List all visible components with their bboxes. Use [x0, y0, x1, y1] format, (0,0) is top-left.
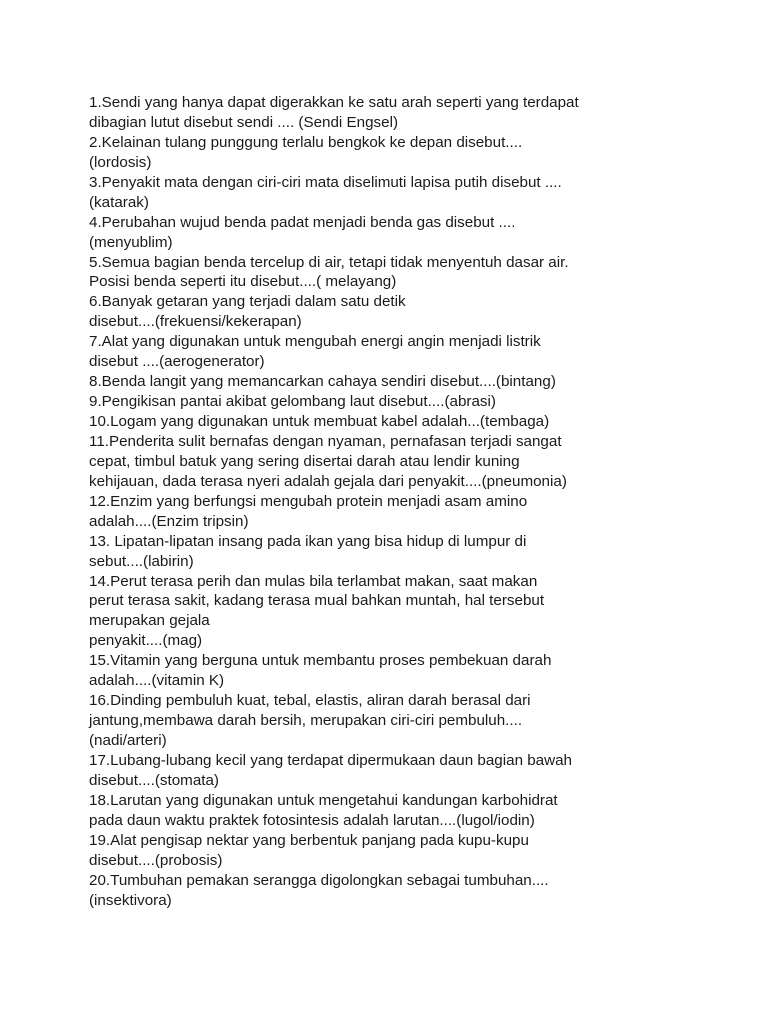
text-line: 9.Pengikisan pantai akibat gelombang laut disebut....(abrasi) [89, 393, 496, 411]
text-line: 6.Banyak getaran yang terjadi dalam satu detik [89, 293, 406, 311]
text-line: 16.Dinding pembuluh kuat, tebal, elastis, aliran darah berasal dari [89, 692, 531, 710]
text-line: (lordosis) [89, 153, 152, 171]
text-line: perut terasa sakit, kadang terasa mual bahkan muntah, hal tersebut [89, 592, 545, 610]
text-line: (menyublim) [89, 233, 173, 251]
text-line: 20.Tumbuhan pemakan serangga digolongkan sebagai tumbuhan.... [89, 871, 549, 889]
text-line: 2.Kelainan tulang punggung terlalu bengkok ke depan disebut.... [89, 133, 523, 151]
text-line: 17.Lubang-lubang kecil yang terdapat dipermukaan daun bagian bawah [89, 751, 572, 769]
text-line: cepat, timbul batuk yang sering disertai darah atau lendir kuning [89, 452, 520, 470]
text-line: 5.Semua bagian benda tercelup di air, tetapi tidak menyentuh dasar air. [89, 253, 569, 271]
document-text [89, 93, 709, 910]
text-line: 14.Perut terasa perih dan mulas bila terlambat makan, saat makan [89, 572, 538, 590]
text-line: (insektivora) [89, 891, 172, 909]
text-line: (nadi/arteri) [89, 732, 167, 749]
text-line: adalah....(vitamin K) [89, 672, 225, 690]
text-line: 15.Vitamin yang berguna untuk membantu proses pembekuan darah [89, 652, 552, 670]
text-line: pada daun waktu praktek fotosintesis adalah larutan....(lugol/iodin) [89, 811, 535, 829]
text-line: 1.Sendi yang hanya dapat digerakkan ke satu arah seperti yang terdapat [89, 94, 579, 111]
text-line: (katarak) [89, 193, 149, 211]
text-line: 13. Lipatan-lipatan insang pada ikan yang bisa hidup di lumpur di [89, 532, 527, 550]
text-line: kehijauan, dada terasa nyeri adalah gejala dari penyakit....(pneumonia) [89, 472, 567, 490]
text-line: 18.Larutan yang digunakan untuk mengetahui kandungan karbohidrat [89, 791, 558, 809]
text-line: jantung,membawa darah bersih, merupakan ciri-ciri pembuluh.... [89, 712, 523, 730]
text-line: disebut ....(aerogenerator) [89, 353, 265, 371]
text-line: 12.Enzim yang berfungsi mengubah protein menjadi asam amino [89, 492, 528, 510]
text-line: disebut....(probosis) [89, 851, 223, 869]
text-line: disebut....(stomata) [89, 771, 219, 789]
text-line: 10.Logam yang digunakan untuk membuat kabel adalah...(tembaga) [89, 413, 550, 430]
text-line: 8.Benda langit yang memancarkan cahaya sendiri disebut....(bintang) [89, 373, 556, 391]
text-line: 4.Perubahan wujud benda padat menjadi benda gas disebut .... [89, 213, 516, 231]
text-line: 11.Penderita sulit bernafas dengan nyaman, pernafasan terjadi sangat [89, 432, 562, 450]
text-line: merupakan gejala [89, 612, 210, 630]
text-line: 3.Penyakit mata dengan ciri-ciri mata diselimuti lapisa putih disebut .... [89, 173, 562, 191]
text-line: disebut....(frekuensi/kekerapan) [89, 313, 302, 331]
text-line: dibagian lutut disebut sendi .... (Sendi Engsel) [89, 113, 399, 131]
text-line: adalah....(Enzim tripsin) [89, 512, 249, 530]
text-line: sebut....(labirin) [89, 552, 194, 570]
text-line: 7.Alat yang digunakan untuk mengubah energi angin menjadi listrik [89, 333, 541, 351]
text-line: penyakit....(mag) [89, 632, 203, 650]
text-line: Posisi benda seperti itu disebut....( melayang) [89, 273, 397, 291]
text-line: 19.Alat pengisap nektar yang berbentuk panjang pada kupu-kupu [89, 831, 529, 849]
